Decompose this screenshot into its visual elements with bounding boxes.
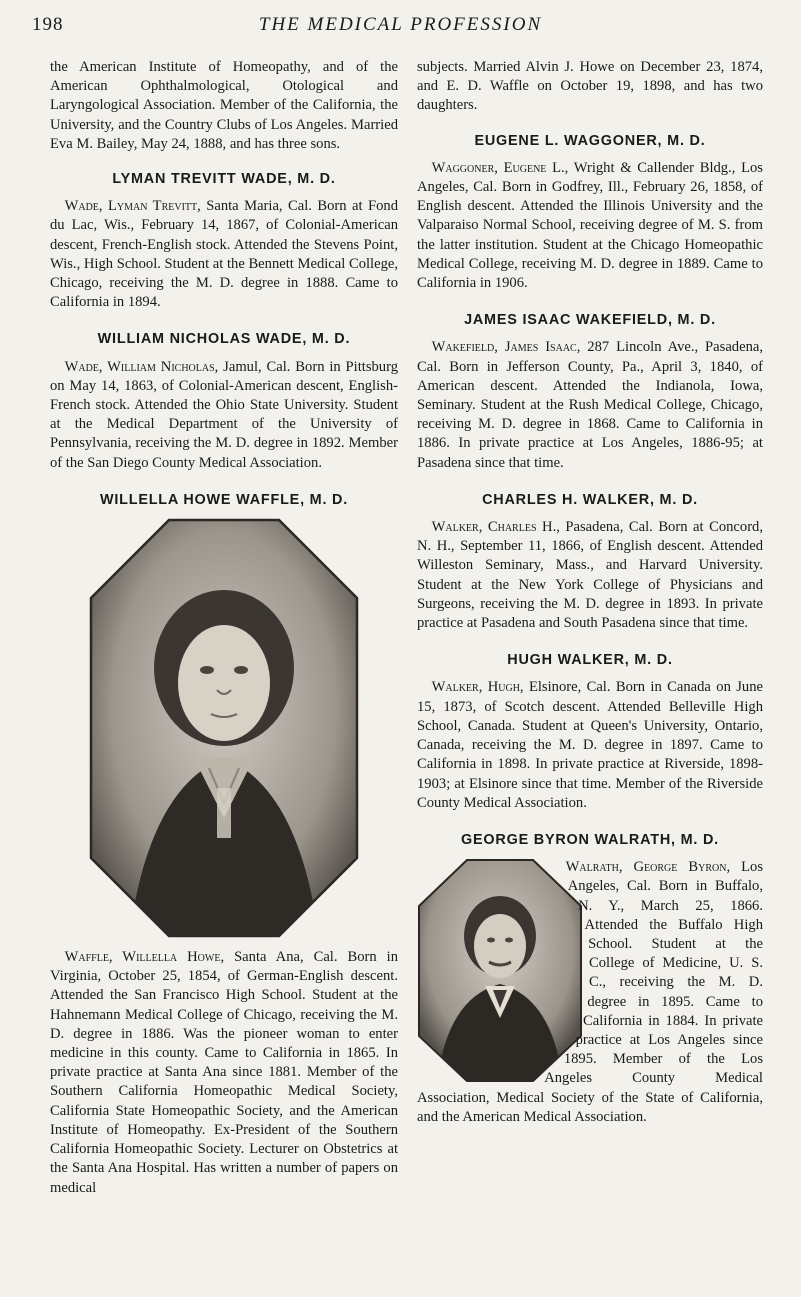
entry-willella-howe-waffle (50, 948, 398, 1198)
heading-eugene-l-waggoner: EUGENE L. WAGGONER, M. D. (474, 132, 706, 149)
page-number: 198 (32, 14, 64, 35)
entry-body: Pasadena, Cal. Born at Concord, N. H., September 11, 1866, of English descent. Attended Willeston Seminary, Mass., and Harvard University. Student at the New York College of Physicians and Surgeons, receiving the M. D. degree in 1893. In private practice at Pasadena and South Pasadena since that time. (417, 519, 764, 632)
entry-body: Los Angeles, Cal. Born in Buffalo, N. Y., March 25, 1866. Attended the Buffalo High School. Student at the College of Medicine, U. S. C., receiving the M. D. degree in 1895. Came to California in 1884. In private practice at Los Angeles since 1895. Member of the Los Angeles County Medical Association, Medical Society of the State of California, and the American Medical Association. (417, 859, 764, 1125)
left-column (50, 58, 398, 1198)
entry-george-byron-walrath (417, 858, 763, 1127)
right-column (417, 58, 763, 1127)
entry-hugh-walker (417, 678, 763, 812)
entry-name: Waffle, Willella Howe, (64, 949, 225, 966)
heading-lyman-trevitt-wade: LYMAN TREVITT WADE, M. D. (112, 171, 336, 188)
entry-name: Wakefield, James Isaac, (431, 339, 581, 356)
entry-name: Walrath, George Byron, (565, 859, 731, 876)
heading-hugh-walker: HUGH WALKER, M. D. (507, 652, 673, 669)
entry-body: Santa Maria, Cal. Born at Fond du Lac, Wis., February 14, 1867, of Colonial-American descent, French-English stock. Attended the Stevens Point, Wis., High School. Student at the Bennett Medical College, Chicago, receiving the M. D. degree in 1888. Came to California in 1894. (50, 198, 398, 311)
entry-name: Wade, William Nicholas, (64, 358, 219, 375)
portrait-george-byron-walrath (417, 858, 583, 1083)
entry-body: 287 Lincoln Ave., Pasadena, Cal. Born in Jefferson County, Pa., April 3, 1840, of American descent. Attended the Indianola, Iowa, Seminary. Student at the Rush Medical College, Chicago, receiving M. D. degree in 1868. Came to California in 1886. In private practice at Los Angeles, 1886-95; at Pasadena since that time. (417, 339, 764, 471)
heading-charles-h-walker: CHARLES H. WALKER, M. D. (482, 491, 698, 508)
entry-william-nicholas-wade (50, 358, 398, 473)
entry-charles-h-walker (417, 518, 763, 633)
entry-eugene-l-waggoner (417, 159, 763, 293)
entry-name: Walker, Charles H., (431, 519, 560, 536)
heading-willella-howe-waffle: WILLELLA HOWE WAFFLE, M. D. (99, 491, 349, 508)
entry-james-isaac-wakefield (417, 338, 763, 472)
entry-body: Elsinore, Cal. Born in Canada on June 15, 1873, of Scotch descent. Attended Belleville High School, Canada. Student at Queen's University, Ontario, Canada, receiving the M. D. degree in 1897. Came to California in 1898. In private practice at Riverside, 1898-1903; at Elsinore since that time. Member of the Riverside County Medical Association. (417, 679, 763, 811)
willella-continuation: subjects. Married Alvin J. Howe on December 23, 1874, and E. D. Waffle on October 19, 1898, and has two daughters. (417, 59, 763, 114)
running-title: THE MEDICAL PROFESSION (258, 14, 543, 35)
entry-name: Wade, Lyman Trevitt, (64, 198, 201, 215)
entry-body: Wright & Callender Bldg., Los Angeles, Cal. Born in Godfrey, Ill., February 26, 1858, of English descent. Attended the Illinois University and the Valparaiso Normal School, receiving degree of M. S. from the latter institution. Student at the Chicago Homeopathic Medical College, receiving M. D. degree in 1889. Came to California in 1906. (417, 159, 763, 292)
portrait-willella-howe-waffle (89, 518, 359, 938)
entry-body: Santa Ana, Cal. Born in Virginia, October 25, 1854, of German-English descent. Attended the San Francisco High School. Student at the Hahnemann Medical College of Chicago, receiving the M. D. degree in 1886. Was the pioneer woman to enter medicine in this county. Came to California in 1865. In private practice at Santa Ana since 1881. Member of the Southern California Homeopathic Medical Society, California State Homeopathic Society, and the American Institute of Homeopathy. Ex-President of the Southern California Homeopathic Society. Lecturer on Obstetrics at the Santa Ana Hospital. Has written a number of papers on medical (50, 949, 398, 1196)
entry-name: Walker, Hugh, (431, 679, 524, 696)
entry-name: Waggoner, Eugene L., (431, 159, 569, 176)
heading-george-byron-walrath: GEORGE BYRON WALRATH, M. D. (461, 831, 719, 848)
entry-body: Jamul, Cal. Born in Pittsburg on May 14, 1863, of Colonial-American descent, English-French stock. Attended the Ohio State University. Student at the Medical Department of the University of Pennsylvania, receiving the M. D. degree in 1892. Member of the San Diego County Medical Association. (50, 358, 399, 471)
heading-james-isaac-wakefield: JAMES ISAAC WAKEFIELD, M. D. (464, 312, 716, 329)
entry-lyman-trevitt-wade (50, 197, 398, 312)
heading-william-nicholas-wade: WILLIAM NICHOLAS WADE, M. D. (97, 331, 351, 348)
running-header (30, 14, 771, 38)
bailey-continuation: the American Institute of Homeopathy, and of the American Ophthalmological, Otological and Laryngological Association. Member of the California, the University, and the Country Clubs of Los Angeles. Married Eva M. Bailey, May 24, 1888, and has three sons. (50, 59, 398, 152)
